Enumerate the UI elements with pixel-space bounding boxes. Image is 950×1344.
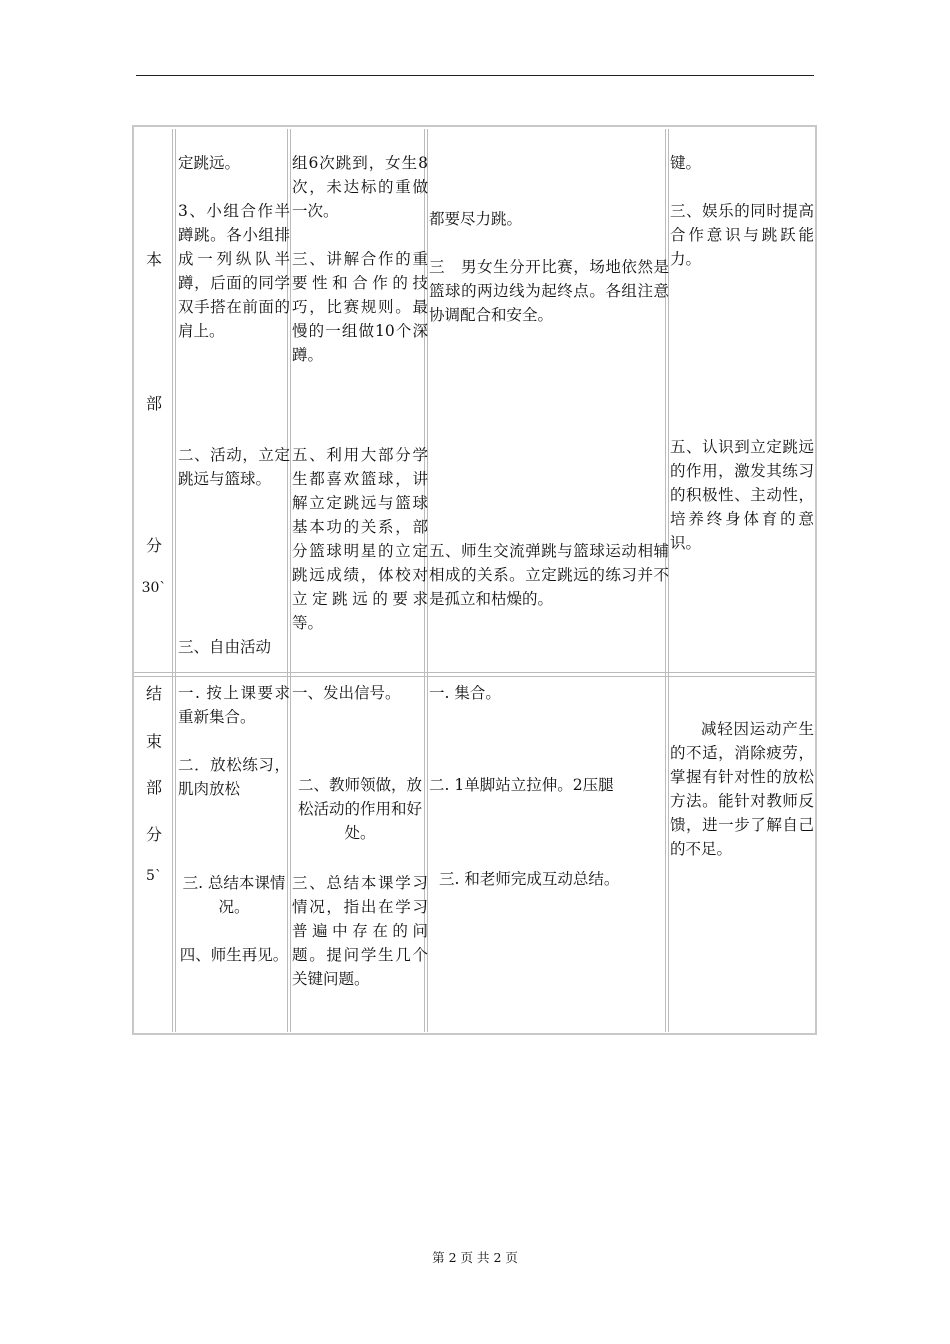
- cell-text: 三. 和老师完成互动总结。: [439, 870, 620, 888]
- cell-text: 五、认识到立定跳远的作用，激发其练习的积极性、主动性，培养终身体育的意识。: [670, 438, 814, 552]
- content-cell: [178, 443, 290, 491]
- cell-text: 二. 1单脚站立拉伸。2压腿: [429, 776, 614, 794]
- content-cell: [178, 151, 290, 175]
- cell-text: 五、师生交流弹跳与篮球运动相辅相成的关系。立定跳远的练习并不是孤立和枯燥的。: [429, 542, 669, 608]
- section-label-char: 束: [145, 732, 162, 751]
- cell-text: 定跳远。: [178, 154, 241, 172]
- cell-text: 3、小组合作半蹲跳。各小组排成一列纵队半蹲，后面的同学双手搭在前面的肩上。: [178, 202, 290, 340]
- header-rule: [136, 75, 814, 76]
- content-cell: [292, 151, 428, 223]
- content-cell: [670, 717, 814, 861]
- row-divider: [134, 676, 815, 677]
- section-duration: 30`: [141, 580, 167, 596]
- row-divider: [134, 672, 815, 673]
- cell-text: 二、活动，立定跳远与篮球。: [178, 446, 290, 488]
- content-cell: [292, 681, 428, 705]
- section-label-char: 本: [145, 250, 162, 269]
- section-label-char: 部: [145, 778, 162, 797]
- cell-text: 一. 集合。: [429, 684, 501, 702]
- cell-text: 三、娱乐的同时提高合作意识与跳跃能力。: [670, 202, 814, 268]
- page-footer: 第 2 页 共 2 页: [432, 1250, 518, 1265]
- content-cell: [429, 539, 669, 611]
- cell-text: 一. 按上课要求重新集合。: [178, 684, 290, 726]
- content-cell: [178, 199, 290, 343]
- cell-text: 一、发出信号。: [292, 684, 401, 702]
- content-cell: [670, 435, 814, 555]
- content-cell: [292, 443, 428, 635]
- cell-text: 二、教师领做，放松活动的作用和好处。: [297, 776, 422, 842]
- content-cell: [670, 199, 814, 271]
- cell-text: 三. 总结本课情况。: [182, 874, 286, 916]
- cell-text: 二．放松练习，肌肉放松: [178, 756, 290, 798]
- lesson-plan-table: [132, 125, 817, 1035]
- content-cell: [429, 867, 669, 891]
- content-cell: [178, 753, 290, 801]
- cell-text: 键。: [670, 154, 702, 172]
- cell-text: 三、总结本课学习情况，指出在学习普遍中存在的问题。提问学生几个关键问题。: [292, 874, 428, 988]
- content-cell: [429, 681, 669, 705]
- content-cell: [292, 773, 428, 845]
- cell-text: 三、自由活动: [178, 638, 272, 656]
- content-cell: [178, 871, 290, 919]
- cell-text: 四、师生再见。: [179, 946, 289, 964]
- cell-text: 组6次跳到，女生8次，未达标的重做一次。: [292, 154, 428, 220]
- content-cell: [178, 635, 290, 659]
- section-label-char: 分: [145, 536, 162, 555]
- content-cell: [670, 151, 814, 175]
- content-cell: [429, 255, 669, 327]
- content-cell: [429, 773, 669, 797]
- cell-text: 减轻因运动产生的不适，消除疲劳，掌握有针对性的放松方法。能针对教师反馈，进一步了解自己的不足。: [670, 720, 814, 858]
- content-cell: [178, 681, 290, 729]
- content-cell: [178, 943, 290, 967]
- section-label-char: 结: [145, 684, 162, 703]
- cell-text: 三、讲解合作的重要性和合作的技巧，比赛规则。最慢的一组做10个深蹲。: [292, 250, 428, 364]
- section-duration: 5`: [146, 868, 162, 884]
- cell-text: 三 男女生分开比赛，场地依然是篮球的两边线为起终点。各组注意协调配合和安全。: [429, 258, 669, 324]
- section-label-char: 分: [145, 825, 162, 844]
- content-cell: [292, 871, 428, 991]
- section-label-char: 部: [145, 394, 162, 413]
- content-cell: [429, 207, 669, 231]
- content-cell: [292, 247, 428, 367]
- cell-text: 都要尽力跳。: [429, 210, 523, 228]
- cell-text: 五、利用大部分学生都喜欢篮球，讲解立定跳远与篮球基本功的关系，部分篮球明星的立定跳远成绩，体校对立定跳远的要求等。: [292, 446, 428, 632]
